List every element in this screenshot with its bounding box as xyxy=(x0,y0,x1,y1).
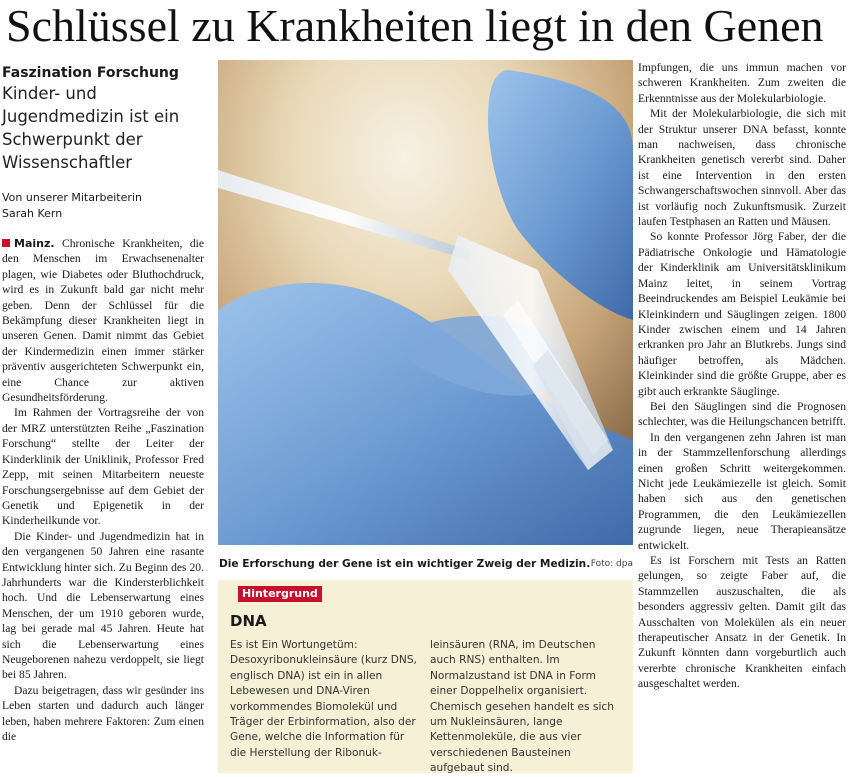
paragraph: In den vergangenen zehn Jahren ist man in der Stammzellenforschung allerdings einen großen Schritt weitergekommen. Nicht jede Leukämiezelle ist gleich. Somit haben sich aus den genetischen Programmen, die den Leukämiezellen zugrunde liegen, neue Therapieansätze entwickelt. xyxy=(638,430,846,552)
paragraph: So konnte Professor Jörg Faber, der die Pädiatrische Onkologie und Hämatologie der Kinderklinik am Universitätsklinikum Mainz leitet, in seinem Vortrag Beeindruckendes am Beispiel Leukämie bei Kleinkindern und Säuglingen zeigen. 1800 Kinder zwischen einem und 14 Jahren erkranken pro Jahr an Blutkrebs. Jungs sind häufiger betroffen, als Mädchen. Kleinkinder sind die größte Gruppe, aber es gibt auch erkrankte Säuglinge. xyxy=(638,230,846,398)
paragraph xyxy=(2,236,204,405)
photo-caption xyxy=(219,557,633,571)
deck-line: Jugendmedizin ist ein xyxy=(2,107,180,126)
background-text-col-1: Es ist Ein Wortungetüm: Desoxyribonukleinsäure (kurz DNS, englisch DNA) ist ein in allen Lebewesen und DNA-Viren vorkommendes Biomolekül und Träger der Erbinformation, also der Gene, welche die Information für die Herstellung der Ribonuk- xyxy=(230,639,417,759)
headline: Schlüssel zu Krankheiten liegt in den Genen xyxy=(6,0,824,51)
paragraph: Bei den Säuglingen sind die Prognosen schlechter, was die Heilungschancen betrifft. xyxy=(638,399,846,429)
dateline: Mainz. xyxy=(14,237,55,250)
article-column-1 xyxy=(2,236,204,744)
byline-author: Sarah Kern xyxy=(2,207,63,220)
dateline-marker xyxy=(2,239,10,247)
paragraph: Dazu beigetragen, dass wir gesünder ins Leben starten und dadurch auch länger leben, haben mehrere Faktoren: Zum einen die xyxy=(2,683,204,743)
paragraph-text: Chronische Krankheiten, die den Menschen im Erwachsenenalter plagen, wie Diabetes oder Bluthochdruck, wird es in Zukunft bald gar nicht mehr geben. Denn der Schlüssel für die Bekämpfung dieser Krankheiten liegt in unseren Genen. Damit nimmt das Gebiet der Kindermedizin einen immer stärker präventiv ausgerichteten Schwerpunkt ein, eine Chance zur aktiven Gesundheitsförderung. xyxy=(2,237,204,405)
deck-line: Schwerpunkt der xyxy=(2,130,143,149)
byline xyxy=(2,190,212,222)
kicker: Faszination Forschung xyxy=(2,65,179,81)
paragraph: Im Rahmen der Vortragsreihe der von der MRZ unterstützten Reihe „Faszination Forschung“ stellte der Leiter der Kinderklinik der Uniklinik, Professor Fred Zepp, mit seinen Mitarbeitern neueste Forschungsergebnisse auf dem Gebiet der Genetik und Epigenetik in der Kinderheilkunde vor. xyxy=(2,406,204,528)
byline-role: Von unserer Mitarbeiterin xyxy=(2,191,142,204)
article-column-3 xyxy=(638,60,846,692)
background-title: DNA xyxy=(230,612,267,630)
paragraph: Es ist Forschern mit Tests an Ratten gelungen, so zeigte Faber auf, die Stammzellen auszuschalten, die als besonders aggressiv gelten. Damit gilt das Ausschalten von Molekülen als ein neuer therapeutischer Ansatz in der Genetik. In Zukunft könnten dann vorgeburtlich auch vererbte chronische Krankheiten einfach ausgeschaltet werden. xyxy=(638,554,846,691)
article-photo xyxy=(218,60,633,545)
photo-credit: Foto: dpa xyxy=(590,559,633,569)
background-box xyxy=(218,580,633,773)
deck-line: Wissenschaftler xyxy=(2,153,133,172)
deck-line: Kinder- und xyxy=(2,84,97,103)
background-text-col-2: leinsäuren (RNA, im Deutschen auch RNS) enthalten. Im Normalzustand ist DNA in Form einer Doppelhelix organisiert. Chemisch gesehen handelt es sich um Nukleinsäuren, lange Kettenmoleküle, die aus vier verschiedenen Bausteinen aufgebaut sind. xyxy=(430,639,614,775)
caption-text: Die Erforschung der Gene ist ein wichtiger Zweig der Medizin. xyxy=(219,558,591,570)
paragraph: Die Kinder- und Jugendmedizin hat in den vergangenen 50 Jahren eine rasante Entwicklung hinter sich. Zu Beginn des 20. Jahrhunderts war die Kindersterblichkeit hoch. Und die Lebenserwartung eines Menschen, der um 1910 geboren wurde, lag bei gerade mal 45 Jahren. Heute hat sich die Lebenserwartung eines Neugeborenen nahezu verdoppelt, sie liegt bei 85 Jahren. xyxy=(2,529,204,682)
pipette-photo xyxy=(218,60,633,545)
paragraph: Mit der Molekularbiologie, die sich mit der Struktur unserer DNA befasst, konnte man nachweisen, dass chronische Krankheiten genetisch vererbt sind. Daher ist eine Intervention in den ersten Schwangerschaftswochen sinnvoll. Aber das ist vorläufig noch Zukunftsmusik. Zurzeit laufen Testphasen an Ratten und Mäusen. xyxy=(638,107,846,229)
paragraph: Impfungen, die uns immun machen vor schweren Krankheiten. Zum zweiten die Erkenntnisse aus der Molekularbiologie. xyxy=(638,61,846,105)
deck xyxy=(2,82,212,174)
background-badge: Hintergrund xyxy=(238,586,322,602)
